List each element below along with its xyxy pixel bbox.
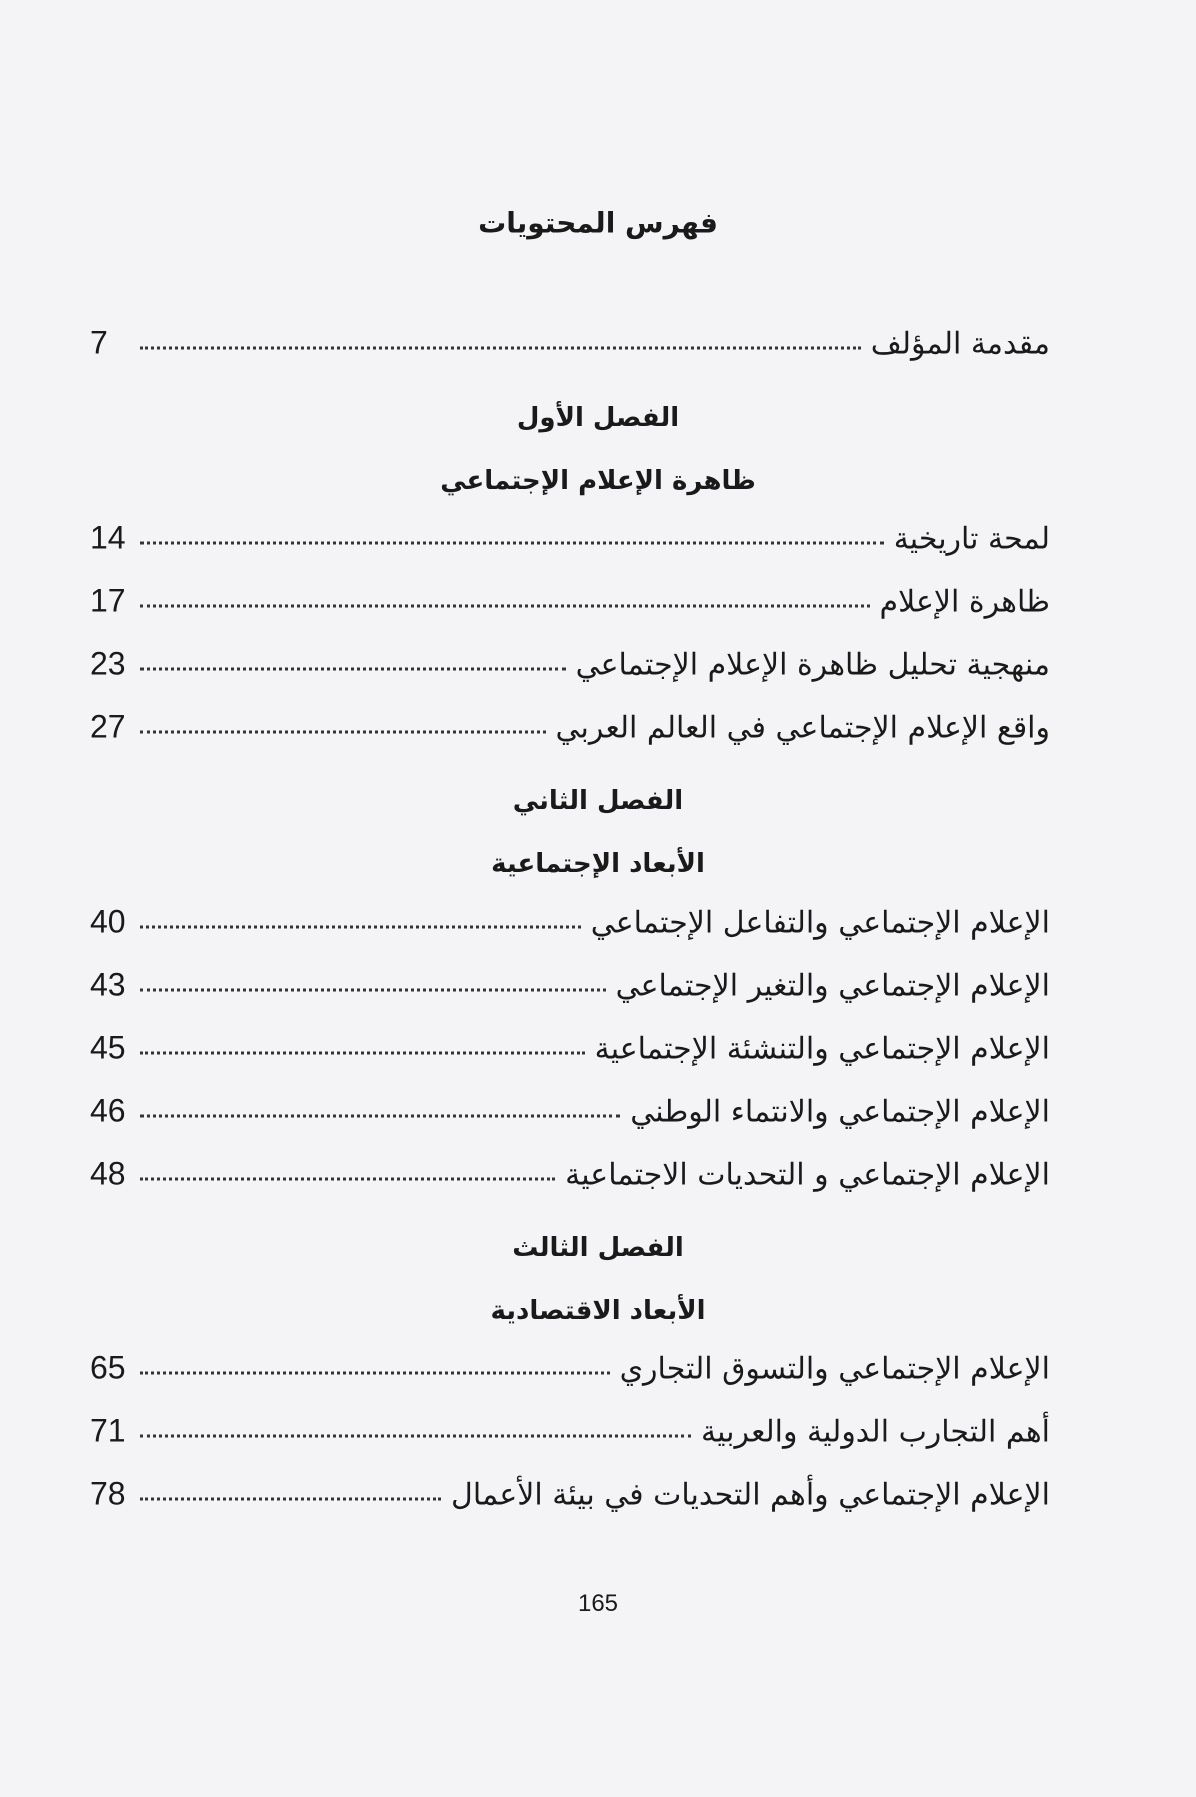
entry-label: الإعلام الإجتماعي والانتماء الوطني bbox=[630, 1094, 1050, 1130]
chapter-subtitle: الأبعاد الإجتماعية bbox=[491, 849, 705, 879]
entry-page: 7 bbox=[90, 324, 108, 361]
entry-page: 43 bbox=[90, 966, 126, 1003]
entry-label: الإعلام الإجتماعي و التحديات الاجتماعية bbox=[565, 1157, 1050, 1193]
entry-label: الإعلام الإجتماعي والتفاعل الإجتماعي bbox=[590, 905, 1050, 941]
entry-label: منهجية تحليل ظاهرة الإعلام الإجتماعي bbox=[575, 647, 1050, 683]
entry-page: 17 bbox=[90, 582, 126, 619]
entry-page: 40 bbox=[90, 903, 126, 940]
dot-leader bbox=[140, 668, 566, 671]
dot-leader bbox=[140, 731, 546, 734]
entry-label: لمحة تاريخية bbox=[893, 521, 1050, 557]
dot-leader bbox=[140, 989, 606, 992]
chapter-heading: الفصل الأول bbox=[516, 403, 680, 433]
dot-leader bbox=[140, 1115, 620, 1118]
dot-leader bbox=[140, 1435, 691, 1438]
entry-label: الإعلام الإجتماعي والتسوق التجاري bbox=[619, 1351, 1050, 1387]
entry-page: 48 bbox=[90, 1155, 126, 1192]
dot-leader bbox=[140, 926, 581, 929]
chapter-heading: الفصل الثالث bbox=[512, 1233, 684, 1263]
toc-entry bbox=[90, 1030, 1050, 1067]
dot-leader bbox=[140, 1178, 555, 1181]
entry-page: 71 bbox=[90, 1412, 126, 1449]
toc-entry bbox=[90, 1093, 1050, 1130]
entry-page: 14 bbox=[90, 519, 126, 556]
page-number: 165 bbox=[577, 1590, 619, 1617]
dot-leader bbox=[140, 1052, 585, 1055]
entry-page: 78 bbox=[90, 1475, 126, 1512]
entry-page: 65 bbox=[90, 1349, 126, 1386]
dot-leader bbox=[140, 542, 884, 545]
entry-page: 23 bbox=[90, 645, 126, 682]
entry-label: أهم التجارب الدولية والعربية bbox=[701, 1414, 1050, 1450]
toc-entry bbox=[90, 709, 1050, 746]
toc-entry bbox=[90, 583, 1050, 620]
dot-leader bbox=[140, 1498, 441, 1501]
chapter-subtitle: ظاهرة الإعلام الإجتماعي bbox=[440, 466, 756, 496]
entry-label: واقع الإعلام الإجتماعي في العالم العربي bbox=[555, 710, 1050, 746]
chapter-subtitle: الأبعاد الاقتصادية bbox=[490, 1296, 706, 1326]
dot-leader bbox=[140, 347, 861, 350]
entry-label: الإعلام الإجتماعي وأهم التحديات في بيئة الأعمال bbox=[451, 1477, 1050, 1513]
entry-label: مقدمة المؤلف bbox=[870, 326, 1050, 362]
toc-entry bbox=[90, 1350, 1050, 1387]
entry-label: الإعلام الإجتماعي والتغير الإجتماعي bbox=[615, 968, 1050, 1004]
entry-page: 27 bbox=[90, 708, 126, 745]
toc-entry bbox=[90, 904, 1050, 941]
toc-entry bbox=[90, 1156, 1050, 1193]
toc-entry bbox=[90, 1413, 1050, 1450]
entry-page: 45 bbox=[90, 1029, 126, 1066]
dot-leader bbox=[140, 1372, 610, 1375]
toc-entry bbox=[90, 967, 1050, 1004]
chapter-heading: الفصل الثاني bbox=[512, 786, 684, 816]
toc-entry bbox=[90, 325, 1050, 362]
dot-leader bbox=[140, 605, 870, 608]
page-title: فهرس المحتويات bbox=[478, 206, 718, 240]
entry-page: 46 bbox=[90, 1092, 126, 1129]
toc-entry bbox=[90, 520, 1050, 557]
entry-label: الإعلام الإجتماعي والتنشئة الإجتماعية bbox=[594, 1031, 1050, 1067]
toc-entry bbox=[90, 1476, 1050, 1513]
entry-label: ظاهرة الإعلام bbox=[879, 584, 1050, 620]
toc-entry bbox=[90, 646, 1050, 683]
